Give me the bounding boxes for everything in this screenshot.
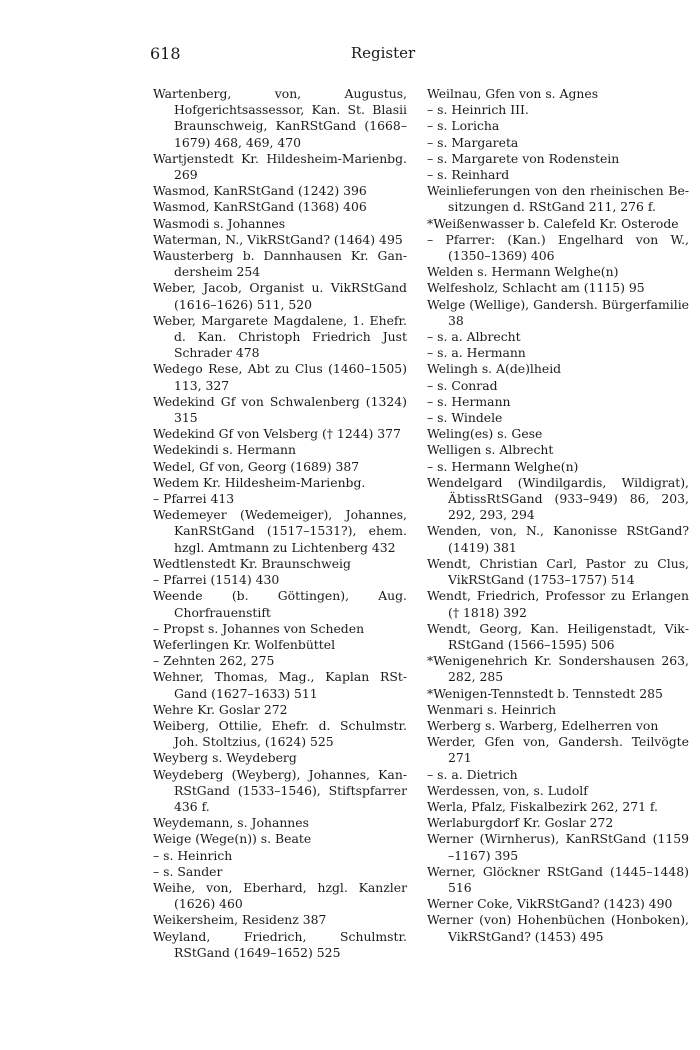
index-entry: Welden s. Hermann Welghe(n) bbox=[427, 264, 619, 280]
index-entry: Weyberg s. Weydeberg bbox=[153, 750, 297, 766]
index-entry: Weihe, von, Eberhard, hzgl. Kanzler (1626) 460 bbox=[153, 879, 407, 912]
index-entry: – s. a. Dietrich bbox=[427, 766, 518, 782]
index-entry: Wendt, Christian Carl, Pastor zu Clus, VikRStGand (1753–1757) 514 bbox=[427, 555, 689, 588]
index-entry: – Pfarrei (1514) 430 bbox=[153, 572, 280, 588]
page-number: 618 bbox=[150, 44, 181, 63]
index-entry: Werner (Wirnherus), KanRStGand (1159 –1167) 395 bbox=[427, 831, 689, 863]
index-entry: – s. Heinrich III. bbox=[427, 102, 529, 118]
index-entry: Wausterberg b. Dannhausen Kr. Gandersheim 254 bbox=[153, 248, 407, 280]
index-entry: *Weißenwasser b. Calefeld Kr. Osterode bbox=[427, 215, 679, 231]
index-entry: Wedekind Gf von Velsberg († 1244) 377 bbox=[153, 426, 401, 442]
index-entry: Wedemeyer (Wedemeiger), Johannes, KanRStGand (1517–1531?), ehem. hzgl. Amtmann zu Lichtenberg 432 bbox=[153, 507, 407, 555]
index-entry: – s. Margareta bbox=[427, 134, 519, 150]
index-entry: Wendelgard (Windilgardis, Wildigrat), ÄbtissRtSGand (933–949) 86, 203, 292, 293, 294 bbox=[427, 474, 689, 523]
index-entry: – s. Reinhard bbox=[427, 167, 510, 183]
index-entry: – Propst s. Johannes von Scheden bbox=[153, 620, 365, 636]
index-entry: Weber, Jacob, Organist u. VikRStGand (1616–1626) 511, 520 bbox=[153, 280, 407, 312]
index-entry: Waterman, N., VikRStGand? (1464) 495 bbox=[153, 231, 403, 247]
index-entry: Weyland, Friedrich, Schulmstr. RStGand (1649–1652) 525 bbox=[153, 928, 407, 960]
index-entry: Wedekindi s. Hermann bbox=[153, 442, 296, 458]
running-head: Register bbox=[350, 44, 416, 62]
index-entry: *Wenigenehrich Kr. Sondershausen 263, 282, 285 bbox=[427, 653, 689, 685]
index-entry: Wehre Kr. Goslar 272 bbox=[153, 701, 288, 717]
index-entry: Werner (von) Hohenbüchen (Honboken), VikRStGand? (1453) 495 bbox=[427, 912, 689, 944]
index-entry: Weydemann, s. Johannes bbox=[153, 815, 309, 831]
index-entry: – s. Margarete von Rodenstein bbox=[427, 150, 620, 166]
index-entry: – s. Hermann bbox=[427, 393, 511, 409]
index-entry: Werner, Glöckner RStGand (1445–1448) 516 bbox=[427, 863, 689, 895]
index-entry: Wasmodi s. Johannes bbox=[153, 215, 286, 231]
index-entry: Werder, Gfen von, Gandersh. Teilvögte 271 bbox=[427, 734, 689, 766]
index-entry: Wehner, Thomas, Mag., Kaplan RStGand (1627–1633) 511 bbox=[153, 669, 407, 701]
index-entry: Werberg s. Warberg, Edelherren von bbox=[427, 717, 659, 733]
index-entry: Wartjenstedt Kr. Hildesheim-Marienbg. 269 bbox=[153, 150, 407, 183]
index-column-left bbox=[153, 86, 407, 961]
index-entry: – s. Hermann Welghe(n) bbox=[427, 458, 579, 474]
index-entry: Werner Coke, VikRStGand? (1423) 490 bbox=[427, 896, 673, 912]
index-entry: – s. Conrad bbox=[427, 377, 498, 393]
index-entry: *Wenigen-Tennstedt b. Tennstedt 285 bbox=[427, 685, 663, 701]
index-entry: Weilnau, Gfen von s. Agnes bbox=[427, 86, 599, 101]
index-entry: Weinlieferungen von den rheinischen Besitzungen d. RStGand 211, 276 f. bbox=[427, 183, 689, 215]
index-entry: – Pfarrer: (Kan.) Engelhard von W., (1350–1369) 406 bbox=[427, 231, 689, 264]
index-entry: Weige (Wege(n)) s. Beate bbox=[153, 831, 312, 847]
index-entry: Weydeberg (Weyberg), Johannes, KanRStGand (1533–1546), Stiftspfarrer 436 f. bbox=[153, 766, 407, 814]
index-entry: Werla, Pfalz, Fiskalbezirk 262, 271 f. bbox=[427, 798, 658, 814]
index-entry: Welingh s. A(de)lheid bbox=[427, 361, 562, 377]
index-entry: Weling(es) s. Gese bbox=[427, 426, 543, 442]
index-entry: Wedtlenstedt Kr. Braunschweig bbox=[153, 555, 351, 571]
index-entry: Weikersheim, Residenz 387 bbox=[153, 912, 327, 928]
index-entry: Wenden, von, N., Kanonisse RStGand? (1419) 381 bbox=[427, 523, 689, 555]
index-column-right bbox=[427, 86, 689, 945]
index-entry: Wedekind Gf von Schwalenberg (1324) 315 bbox=[153, 393, 407, 426]
index-entry: – s. Sander bbox=[153, 863, 223, 879]
index-entry: Werdessen, von, s. Ludolf bbox=[427, 782, 588, 798]
index-entry: – Zehnten 262, 275 bbox=[153, 653, 275, 669]
index-entry: Welfesholz, Schlacht am (1115) 95 bbox=[427, 280, 645, 296]
index-entry: Wendt, Georg, Kan. Heiligenstadt, VikRStGand (1566–1595) 506 bbox=[427, 620, 689, 652]
index-entry: Welligen s. Albrecht bbox=[427, 442, 554, 458]
index-entry: Welge (Wellige), Gandersh. Bürgerfamilie 38 bbox=[427, 296, 689, 328]
index-entry: Wasmod, KanRStGand (1368) 406 bbox=[153, 199, 367, 215]
index-entry: – s. a. Hermann bbox=[427, 345, 526, 361]
index-entry: – s. a. Albrecht bbox=[427, 329, 521, 345]
page-header bbox=[150, 44, 616, 68]
index-entry: Weferlingen Kr. Wolfenbüttel bbox=[153, 636, 336, 652]
index-entry: Weiberg, Ottilie, Ehefr. d. Schulmstr. Joh. Stoltzius, (1624) 525 bbox=[153, 717, 407, 750]
index-entry: Wedego Rese, Abt zu Clus (1460–1505) 113, 327 bbox=[153, 361, 407, 393]
index-entry: – s. Heinrich bbox=[153, 847, 233, 863]
index-entry: Wasmod, KanRStGand (1242) 396 bbox=[153, 183, 367, 199]
index-entry: Weber, Margarete Magdalene, 1. Ehefr. d. Kan. Christoph Friedrich Just Schrader 478 bbox=[153, 312, 407, 361]
index-entry: Wedem Kr. Hildesheim-Marienbg. bbox=[153, 474, 366, 490]
index-entry: Werlaburgdorf Kr. Goslar 272 bbox=[427, 815, 614, 831]
index-entry: Wenmari s. Heinrich bbox=[427, 701, 557, 717]
index-entry: Weende (b. Göttingen), Aug. Chorfrauenstift bbox=[153, 588, 407, 620]
index-entry: – s. Loricha bbox=[427, 118, 500, 134]
index-entry: Wedel, Gf von, Georg (1689) 387 bbox=[153, 458, 360, 474]
index-entry: Wendt, Friedrich, Professor zu Erlangen († 1818) 392 bbox=[427, 588, 689, 620]
index-entry: Wartenberg, von, Augustus, Hofgerichtsassessor, Kan. St. Blasii Braunschweig, KanRStGand (1668–1679) 468, 469, 470 bbox=[153, 86, 407, 150]
index-entry: – s. Windele bbox=[427, 410, 503, 426]
index-entry: – Pfarrei 413 bbox=[153, 491, 235, 507]
